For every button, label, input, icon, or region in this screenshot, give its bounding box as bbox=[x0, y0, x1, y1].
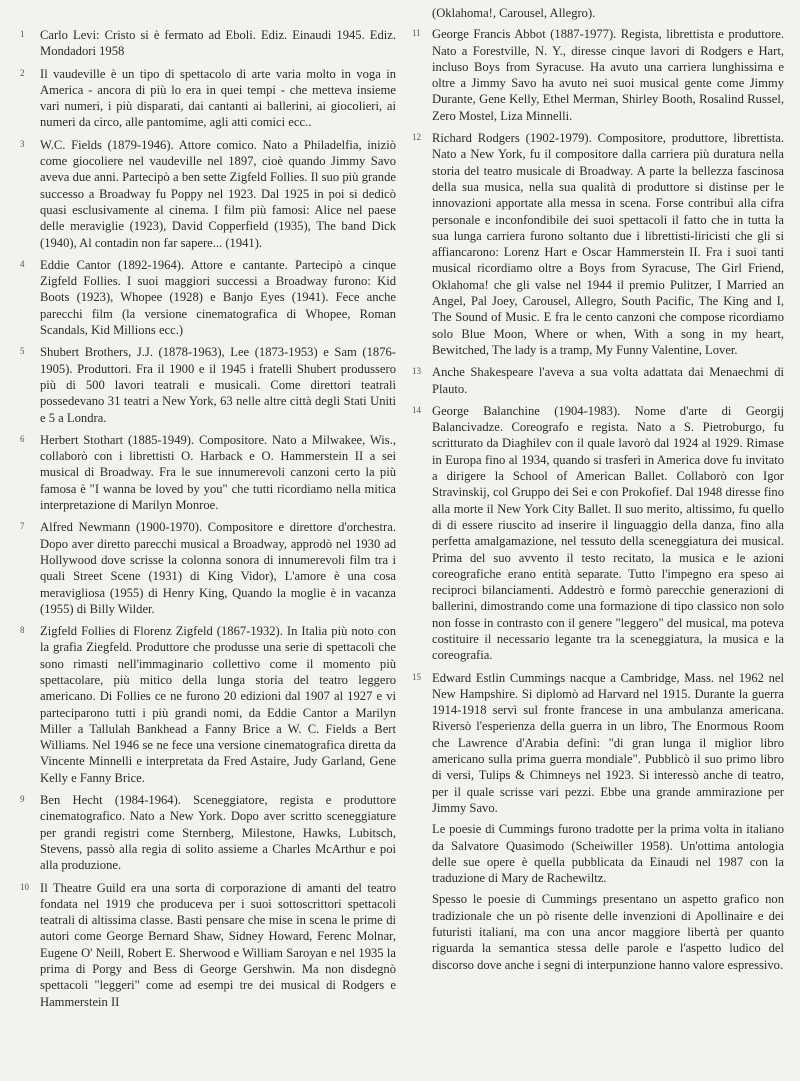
footnote-text: Edward Estlin Cummings nacque a Cambridge, Mass. nel 1962 nel New Hampshire. Si diplomò ad Harvard nel 1915. Durante la guerra 1914-1918 servì sul fronte francese in una ambulanza americana. Riversò l'esperienza della guerra in un libro, The Enormous Room che Lawrence d'Arabia definì: "di gran lunga il miglior libro americano sulla prima guerra mondiale". Pubblicò il suo primo libro di versi, Tulips & Chimneys nel 1923. Si interessò anche di teatro, per il quale scrisse vari pezzi. Ebbe una grande ammirazione per Jimmy Savo. bbox=[432, 670, 784, 815]
footnote-text: Il vaudeville è un tipo di spettacolo di arte varia molto in voga in America - ancora di più lo era in quei tempi - che metteva insieme vari numeri, i più disparati, dai cantanti ai ballerini, ai giocolieri, ai numeri da circo, alle pantomime, agli atti comici ecc.. bbox=[40, 66, 396, 130]
footnote-text: Ben Hecht (1984-1964). Sceneggiatore, regista e produttore cinematografico. Nato a New York. Dopo aver scritto sceneggiature per grandi registri come Sternberg, Milestone, Hawks, Lubitsch, Stevens, passò alla regia di solito assieme a Charles McArthur e poi alla produzione. bbox=[40, 793, 396, 873]
footnote-11 bbox=[412, 26, 784, 124]
footnote-text: Carlo Levi: Cristo si è fermato ad Eboli. Ediz. Einaudi 1945. Ediz. Mondadori 1958 bbox=[40, 28, 396, 59]
footnote-text: Shubert Brothers, J.J. (1878-1963), Lee (1873-1953) e Sam (1876-1905). Produttori. Fra il 1900 e il 1945 i fratelli Shubert produssero più di 500 lavori teatrali e musicali. Come direttori teatrali possedevano 31 teatri a New York, 63 nelle altre città degli Stati Uniti e 5 a Londra. bbox=[40, 345, 396, 425]
footnote-text: George Balanchine (1904-1983). Nome d'arte di Georgij Balancivadze. Coreografo e regista. Nato a S. Pietroburgo, fu scritturato da Diaghilev con il quale lavorò dal 1924 al 1929. Rimase in Europa fino al 1934, quando si trasferì in America dove fu invitato a dirigere la School of American Ballet. Collaborò con Igor Stravinskij, col Gruppo dei Sei e con Prokofief. Dal 1948 diresse fino alla morte il New York City Ballet. Il suo merito, altissimo, fu quello di di essere riuscito ad inserire il linguaggio della danza, fino alla perfetta amalgamazione, nel tessuto della sceneggiatura dei musical. Prima del suo avvento il testo recitato, la musica e le azioni coreografiche erano entità separate. Tutto l'impegno era speso ai reciproci bilanciamenti. Addestrò e formò parecchie generazioni di ballerini, dimostrando come una formazione di tipo classico non solo non fosse in contrasto con il genere "leggero" del musical, ma poteva costituire il necessario legante tra la sceneggiatura, la musica e la coreografia. bbox=[432, 403, 784, 663]
footnote-number: 10 bbox=[20, 881, 29, 892]
footnote-13 bbox=[412, 364, 784, 397]
footnote-7 bbox=[20, 519, 396, 617]
footnote-number: 4 bbox=[20, 258, 25, 269]
footnote-paragraph: Le poesie di Cummings furono tradotte per la prima volta in italiano da Salvatore Quasimodo (Scheiwiller 1958). Un'ottima antologia delle sue opere è quella pubblicata da Einaudi nel 1987 con la traduzione di Mary de Rachewiltz. bbox=[432, 822, 784, 886]
right-column bbox=[412, 5, 784, 979]
footnote-14 bbox=[412, 403, 784, 664]
footnote-number: 11 bbox=[412, 28, 421, 39]
footnote-text: Richard Rodgers (1902-1979). Compositore, produttore, librettista. Nato a New York, fu il compositore dalla carriera più duratura nella storia del teatro musicale di Broadway. A parte la bellezza fascinosa della sua musica, nella sua qualità di produttore si distinse per le innovazioni apportate alla messa in scena. Forse contribuì alla cifra personale e inconfondibile dei suoi spettacoli il fatto che in tutta la sua lunga carriera furono soltanto due i librettisti-liricisti che gli si affiancarono: Lorenz Hart e Oscar Hammerstein II. Fra i suoi tanti musical ricordiamo oltre a Boys from Syracuse, The Girl Friend, Oklahoma! che gli valse nel 1944 il premio Pulitzer, I Married an Angel, Pal Joey, Carousel, Allegro, South Pacific, The King and I, The Sound of Music. E fra le cento canzoni che compose ricordiamo solo Blue Moon, Where or when, With a song in my heart, Bewitched, The lady is a tramp, My Funny Valentine, Lover. bbox=[432, 131, 784, 357]
footnote-4 bbox=[20, 257, 396, 338]
footnote-text: Herbert Stothart (1885-1949). Compositore. Nato a Milwakee, Wis., collaborò con i librettisti O. Harback e O. Hammerstein II a sei musical di Broadway. Fra le sue innumerevoli canzoni certo la più famosa è "I wanna be loved by you" che tutti ricordiamo nella mitica interpretazione di Marilyn Monroe. bbox=[40, 432, 396, 513]
footnote-paragraph: Spesso le poesie di Cummings presentano un aspetto grafico non tradizionale che un pò risente delle invenzioni di Apollinaire e dei futuristi italiani, ma con una ancor maggiore libertà per quanto riguarda la semantica stessa delle parole e l'aspetto ludico del discorso dove anche i segni di interpunzione hanno valore espressivo. bbox=[432, 892, 784, 972]
footnote-number: 1 bbox=[20, 29, 25, 39]
footnote-number: 15 bbox=[412, 671, 421, 682]
footnote-text: Zigfeld Follies di Florenz Zigfeld (1867-1932). In Italia più noto con la grafia Ziegfeld. Produttore che produsse una serie di spettacoli che sono rimasti nell'immaginario collettivo come il momento più spettacolare, più mitico della lunga storia del teatro leggero americano. Di Follies ce ne furono 20 edizioni dal 1907 al 1927 e vi parteciparono tutti i più grandi nomi, da Eddie Cantor a Marilyn Miller a Tallulah Bankhead a Fanny Brice a W. C. Fields a Bert Williams. Nel 1946 se ne fece una versione cinematografica diretta da Vincente Minnelli e interpretata da Fred Astaire, Judy Garland, Gene Kelly e Fanny Brice. bbox=[40, 624, 396, 785]
left-column bbox=[20, 27, 396, 1016]
footnote-5 bbox=[20, 344, 396, 425]
footnote-15 bbox=[412, 670, 784, 973]
footnote-6 bbox=[20, 432, 396, 513]
footnote-text: George Francis Abbot (1887-1977). Regista, librettista e produttore. Nato a Forestville, N. Y., diresse cinque lavori di Rodgers e Hart, incluso Boys from Syracuse. Ha avuto una carriera lunghissima e oltre a Jimmy Savo ha avuto nei suoi musical gente come Jimmy Durante, Gene Kelly, Ethel Merman, Shirley Booth, Rosalind Russel, Zero Mostel, Liza Minnelli. bbox=[432, 27, 784, 123]
footnote-number: 8 bbox=[20, 625, 25, 636]
footnote-number: 13 bbox=[412, 366, 421, 377]
footnote-3 bbox=[20, 137, 396, 251]
footnote-9 bbox=[20, 792, 396, 873]
footnote-number: 7 bbox=[20, 521, 25, 532]
footnote-12 bbox=[412, 130, 784, 358]
footnote-text: Alfred Newmann (1900-1970). Compositore e direttore d'orchestra. Dopo aver diretto parecchi musical a Broadway, approdò nel 1930 ad Hollywood dove scrisse la colonna sonora di innumerevoli film tra i quali Street Scene (1931) di King Vidor), L'amore è una cosa meravigliosa (1955) di Henry King, Quando la moglie è in vacanza (1955) di Billy Wilder. bbox=[40, 520, 396, 616]
footnote-number: 12 bbox=[412, 132, 421, 143]
footnote-text: Il Theatre Guild era una sorta di corporazione di amanti del teatro fondata nel 1919 che produceva per i suoi sottoscrittori spettacoli teatrali di altissima classe. Basti pensare che mise in scena le prime di autori come George Bernard Shaw, Sidney Howard, Ferenc Molnar, Eugene O' Neill, Robert E. Sherwood e William Saroyan e nel 1935 la prima di Porgy and Bess di George Gershwin. Ma non disdegnò spettacoli "leggeri" come ad esempi tre dei musical di Rodgers e Hammerstein II bbox=[40, 880, 396, 1009]
footnote-number: 14 bbox=[412, 404, 421, 415]
footnote-2 bbox=[20, 66, 396, 131]
footnote-text: Eddie Cantor (1892-1964). Attore e cantante. Partecipò a cinque Zigfeld Follies. I suoi maggiori successi a Broadway furono: Kid Boots (1923), Whopee (1928) e Banjo Eyes (1941). Fece anche parecchi film (la versione cinematografica di Whopee, Roman Scandals, Kid Millions ecc.) bbox=[40, 257, 396, 338]
footnote-1 bbox=[20, 27, 396, 60]
footnote-text: W.C. Fields (1879-1946). Attore comico. Nato a Philadelfia, iniziò come giocoliere nel vaudeville nel 1897, cioè quando Jimmy Savo aveva due anni. Partecipò a ben sette Zigfeld Follies. Il suo più grande successo a Broadway fu Poppy nel 1923. Dal 1925 in poi si dedicò quasi esclusivamente al cinema. I film più famosi: Alice nel paese delle meraviglie (1923), David Copperfield (1935), The band Dick (1940), Al contadin non far sapere... (1941). bbox=[40, 137, 396, 250]
footnote-number: 5 bbox=[20, 346, 25, 357]
footnote-number: 9 bbox=[20, 794, 25, 805]
footnote-number: 6 bbox=[20, 433, 25, 444]
footnote-10 bbox=[20, 880, 396, 1010]
footnote-10-continuation: (Oklahoma!, Carousel, Allegro). bbox=[432, 6, 596, 20]
footnote-number: 3 bbox=[20, 138, 25, 149]
footnote-number: 2 bbox=[20, 67, 25, 78]
footnote-text: Anche Shakespeare l'aveva a sua volta adattata dai Menaechmi di Plauto. bbox=[432, 365, 784, 396]
footnote-8 bbox=[20, 623, 396, 786]
